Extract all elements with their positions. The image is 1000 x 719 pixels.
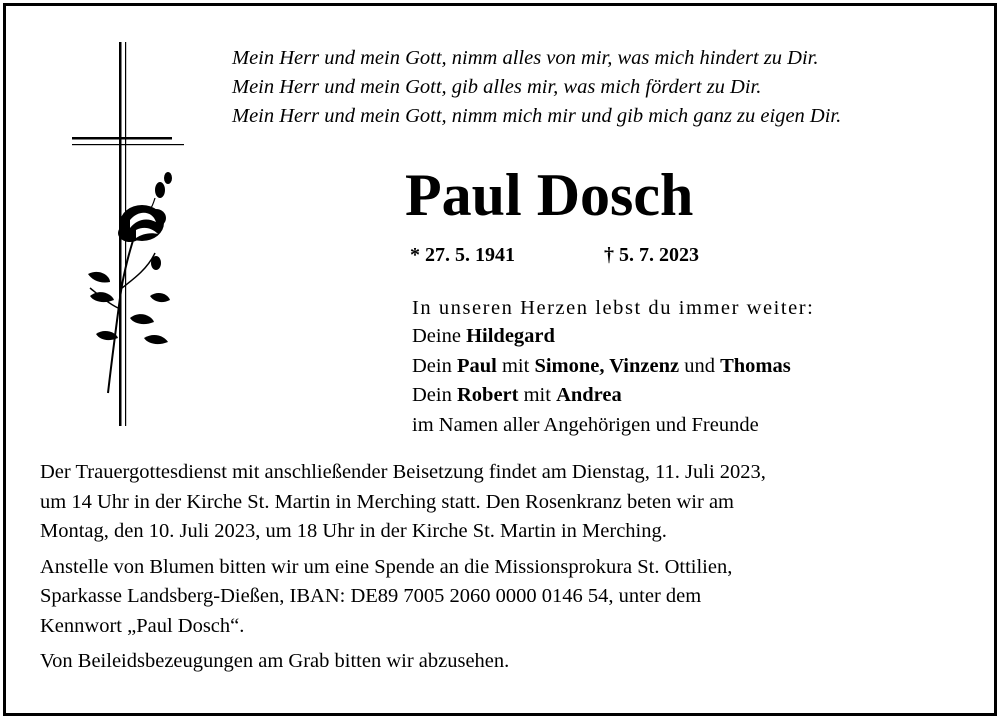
mourner-name: Hildegard: [466, 325, 555, 347]
mourner-text: Dein: [412, 354, 457, 377]
death-date: † 5. 7. 2023: [604, 244, 699, 266]
mourner-name: Andrea: [556, 384, 622, 406]
deceased-name: Paul Dosch: [405, 162, 694, 228]
motto-line: Mein Herr und mein Gott, nimm alles von mir, was mich hindert zu Dir.: [232, 47, 819, 69]
donation-line: Kennwort „Paul Dosch“.: [40, 614, 245, 637]
mourner-name: Paul: [456, 354, 497, 377]
donation-line: Anstelle von Blumen bitten wir um eine Spende an die Missionsprokura St. Ottilien,: [40, 555, 733, 578]
mourners-list: [412, 322, 791, 440]
announcement-body: [40, 458, 970, 677]
service-line: Montag, den 10. Juli 2023, um 18 Uhr in der Kirche St. Martin in Merching.: [40, 520, 667, 542]
mourner-name: Robert: [456, 384, 519, 406]
mourner-text: und: [679, 354, 721, 377]
donation-line: Sparkasse Landsberg-Dießen, IBAN: DE89 7005 2060 0000 0146 54, unter dem: [40, 585, 702, 607]
prayer-motto: [232, 44, 841, 131]
mourner-text: mit: [496, 354, 535, 377]
service-line: um 14 Uhr in der Kirche St. Martin in Merching statt. Den Rosenkranz beten wir am: [40, 490, 734, 513]
mourner-line: im Namen aller Angehörigen und Freunde: [412, 413, 759, 436]
cross-with-rose-icon: [60, 38, 190, 428]
mourners-intro: In unseren Herzen lebst du immer weiter:: [412, 297, 815, 319]
mourner-text: Dein: [412, 384, 457, 406]
mourner-name: Thomas: [720, 354, 791, 377]
motto-line: Mein Herr und mein Gott, nimm mich mir und gib mich ganz zu eigen Dir.: [232, 105, 842, 127]
mourner-line: [412, 381, 791, 411]
mourner-name: Simone, Vinzenz: [534, 354, 680, 377]
motto-line: Mein Herr und mein Gott, gib alles mir, was mich fördert zu Dir.: [232, 76, 762, 98]
service-line: Der Trauergottesdienst mit anschließender Beisetzung findet am Dienstag, 11. Juli 2023,: [40, 461, 766, 483]
birth-date: * 27. 5. 1941: [410, 244, 515, 266]
mourner-text: mit: [518, 384, 557, 406]
mourner-line: [412, 352, 791, 382]
condolence-note: Von Beileidsbezeugungen am Grab bitten wir abzusehen.: [40, 650, 510, 672]
mourner-text: Deine: [412, 325, 467, 347]
mourner-line: [412, 322, 791, 352]
